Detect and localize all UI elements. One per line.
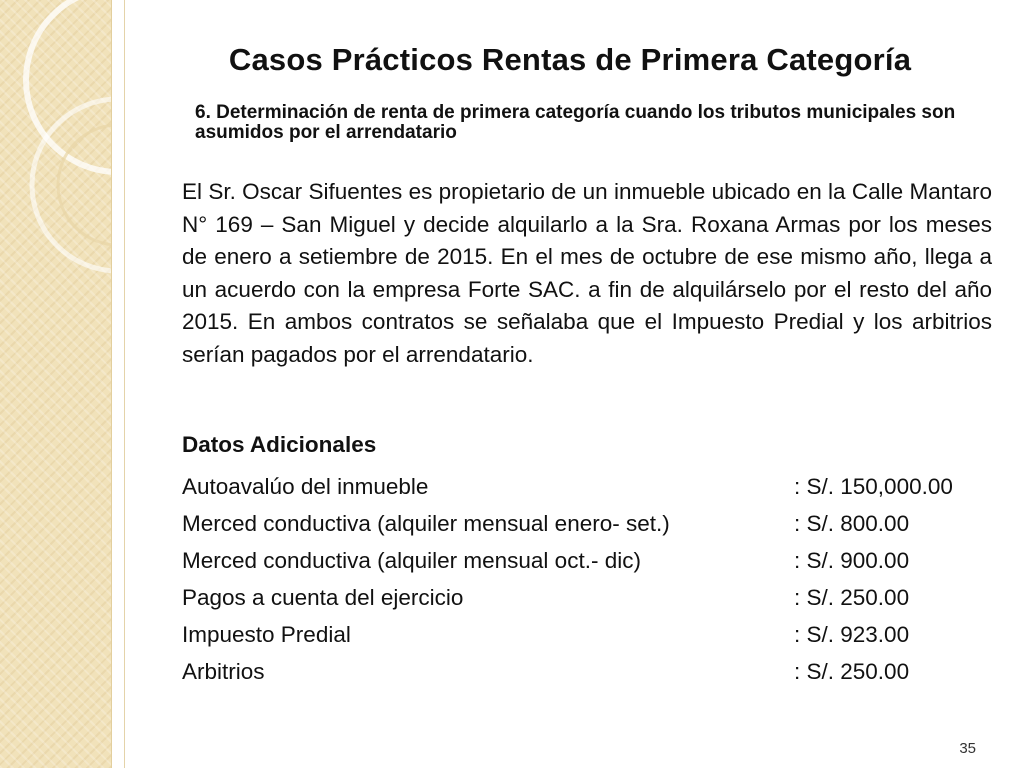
datos-row-arbitrios bbox=[182, 653, 1002, 690]
datos-row-merced-oct-dic bbox=[182, 542, 1002, 579]
decorative-side-band bbox=[0, 0, 112, 768]
datos-value: : S/. 923.00 bbox=[794, 621, 910, 647]
datos-label: Impuesto Predial bbox=[182, 621, 351, 647]
datos-value: : S/. 150,000.00 bbox=[794, 473, 953, 499]
datos-label: Merced conductiva (alquiler mensual enero- set.) bbox=[182, 510, 670, 536]
page-number: 35 bbox=[959, 740, 976, 757]
case-description: El Sr. Oscar Sifuentes es propietario de un inmueble ubicado en la Calle Mantaro N° 169 – San Miguel y decide alquilarlo a la Sra. Roxana Armas por los meses de enero a setiembre de 2015. En el mes de octubre de ese mismo año, llega a un acuerdo con la empresa Forte SAC. a fin de alquilárselo por el resto del año 2015. En ambos contratos se señalaba que el Impuesto Predial y los arbitrios serían pagados por el arrendatario. bbox=[182, 179, 992, 367]
datos-row-merced-enero-set bbox=[182, 505, 1002, 542]
datos-label: Pagos a cuenta del ejercicio bbox=[182, 584, 464, 610]
slide-title: Casos Prácticos Rentas de Primera Categoría bbox=[228, 42, 912, 77]
datos-row-pagos-cuenta bbox=[182, 579, 1002, 616]
datos-row-impuesto-predial bbox=[182, 616, 1002, 653]
datos-label: Autoavalúo del inmueble bbox=[182, 473, 429, 499]
datos-value: : S/. 250.00 bbox=[794, 584, 910, 610]
datos-adicionales-heading: Datos Adicionales bbox=[182, 432, 377, 457]
side-divider-line bbox=[124, 0, 125, 768]
datos-label: Arbitrios bbox=[182, 658, 265, 684]
datos-row-autoavaluo bbox=[182, 468, 1002, 505]
datos-adicionales-list bbox=[182, 468, 1002, 690]
datos-value: : S/. 800.00 bbox=[794, 510, 910, 536]
slide-subtitle: 6. Determinación de renta de primera categoría cuando los tributos municipales son asumidos por el arrendatario bbox=[195, 102, 956, 143]
datos-label: Merced conductiva (alquiler mensual oct.- dic) bbox=[182, 547, 641, 573]
datos-value: : S/. 900.00 bbox=[794, 547, 910, 573]
datos-value: : S/. 250.00 bbox=[794, 658, 910, 684]
decorative-circles-icon bbox=[0, 0, 111, 768]
